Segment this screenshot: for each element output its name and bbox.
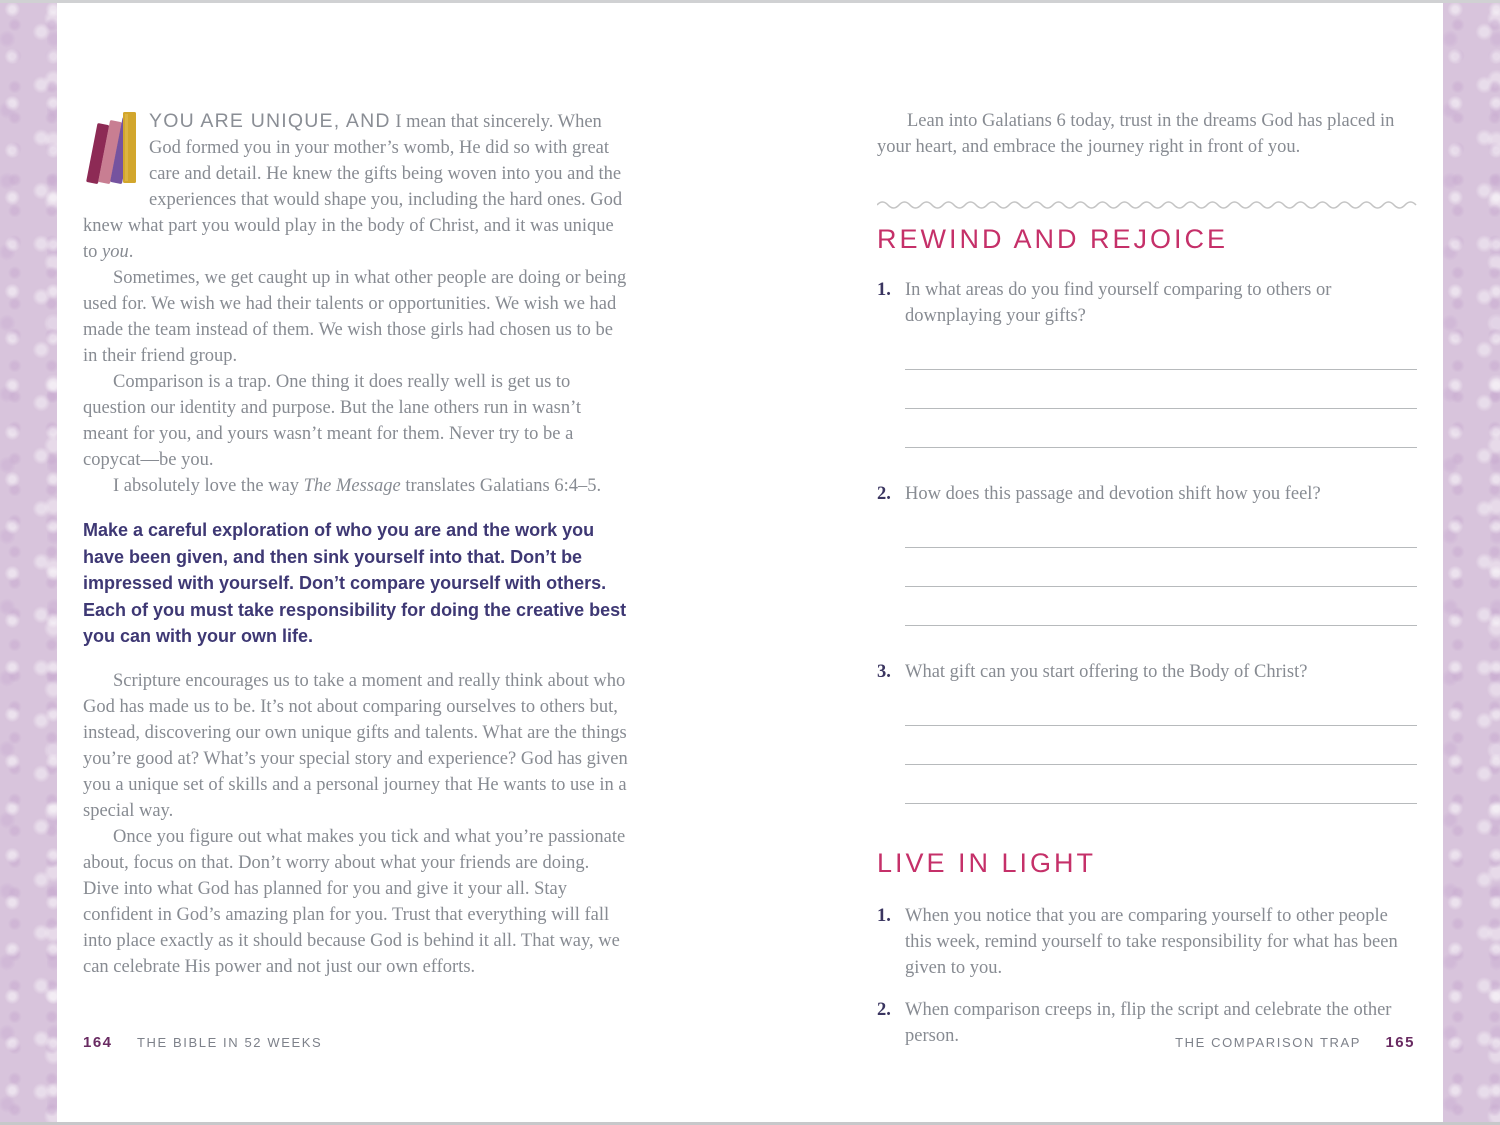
intro-paragraph: Lean into Galatians 6 today, trust in the dreams God has placed in your heart, and embrace the journey right in front of you. [877,111,1395,157]
question-2 [877,481,1417,626]
paragraph: Scripture encourages us to take a moment and really think about who God has made us to be. It’s not about comparing ourselves to others but, instead, discovering our own unique gifts and talents. What are the things you’re good at? What’s your special story and experience? God has given you a unique set of skills and a personal journey that He wants to use in a special way. [83,670,628,821]
answer-area [905,331,1417,448]
wavy-divider [877,198,1417,210]
paragraph-text: I mean that sincerely. When God formed you in your mother’s womb, He did so with great care and detail. He knew the gifts being woven into you and the experiences that would shape you, including the hard ones. God knew what part you would play in the body of Christ, and it was unique to [83,112,623,262]
running-chapter-title: THE COMPARISON TRAP [1175,1035,1362,1050]
question-number: 2. [877,484,891,504]
section-heading-live-in-light: LIVE IN LIGHT [877,848,1097,878]
paragraph: Sometimes, we get caught up in what other people are doing or being used for. We wish we had their talents or opportunities. We wish we had made the team instead of them. We wish those girls had chosen us to be in their friend group. [83,268,627,366]
answer-line [905,331,1417,370]
answer-area [905,687,1417,804]
question-number: 1. [877,280,891,300]
left-page [83,108,628,980]
paragraph: Once you figure out what makes you tick and what you’re passionate about, focus on that. Don’t worry about what your friends are doing. Dive into what God has planned for you and give it your all. Stay confident in God’s amazing plan for you. Trust that everything will fall into place exactly as it should because God is behind it all. That way, we can celebrate His power and not just our own efforts. [83,826,626,977]
question-text: What gift can you start offering to the Body of Christ? [905,662,1308,682]
answer-line [905,687,1417,726]
answer-line [905,370,1417,409]
answer-line [905,726,1417,765]
question-text: How does this passage and devotion shift how you feel? [905,484,1321,504]
answer-line [905,409,1417,448]
question-text: In what areas do you find yourself comparing to others or downplaying your gifts? [905,280,1332,326]
item-text: When comparison creeps in, flip the script and celebrate the other person. [905,1000,1392,1046]
left-page-footer [83,1034,322,1052]
right-page-footer [1175,1034,1415,1052]
running-book-title: THE BIBLE IN 52 WEEKS [136,1035,323,1050]
paragraph-text: I absolutely love the way [113,476,304,496]
question-number: 3. [877,662,891,682]
italic-title: The Message [303,476,401,496]
answer-area [905,509,1417,626]
open-pages [57,0,1443,1125]
action-item-1 [877,903,1417,981]
paragraph-message-ref [83,473,628,499]
section-heading-rewind-and-rejoice: REWIND AND REJOICE [877,224,1229,254]
answer-line [905,548,1417,587]
item-number: 2. [877,1000,891,1020]
question-1 [877,277,1417,448]
question-3 [877,659,1417,804]
item-number: 1. [877,906,891,926]
right-page [877,108,1417,1049]
italic-word: you [102,242,129,262]
item-text: When you notice that you are comparing yourself to other people this week, remind yourself to take responsibility for what has been given to you. [905,906,1398,978]
page-number: 165 [1385,1034,1415,1051]
answer-line [905,509,1417,548]
answer-line [905,765,1417,804]
left-cover-texture [0,0,57,1125]
paragraph-opening [83,108,628,265]
paragraph-text: translates Galatians 6:4–5. [400,476,602,496]
paragraph-text: . [128,242,134,262]
page-number: 164 [83,1034,113,1051]
right-cover-texture [1443,0,1500,1125]
scripture-quote: Make a careful exploration of who you are and the work you have been given, and then sink yourself into that. Don’t be impressed with yourself. Don’t compare yourself with others. Each of you must take responsibility for doing the creative best you can with your own life. [83,520,627,646]
books-icon [83,111,137,193]
paragraph: Comparison is a trap. One thing it does really well is get us to question our identity and purpose. But the lane others run in wasn’t meant for you, and yours wasn’t meant for them. Never try to be a copycat—be you. [83,372,582,470]
answer-line [905,587,1417,626]
opening-phrase: YOU ARE UNIQUE, AND [149,110,391,132]
top-edge-line [0,0,1500,3]
